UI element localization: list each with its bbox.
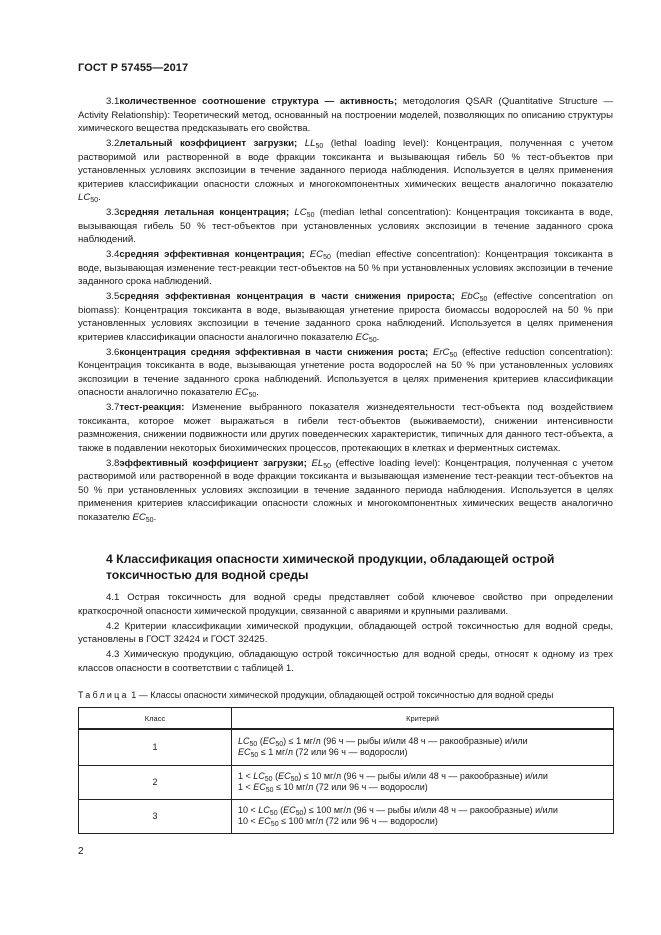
criterion-text: ≤ 10 мг/л (72 или 96 ч — водоросли) [273, 782, 428, 792]
reference-symbol [356, 332, 377, 343]
reference-symbol [78, 192, 98, 203]
criterion-prefix: 10 < [238, 804, 259, 815]
criterion-cell [232, 765, 614, 799]
ec-symbol: EC [278, 770, 291, 781]
term-symbol-subscript: 50 [323, 254, 331, 261]
definition-term: концентрация средняя эффективная в части снижения роста; [119, 346, 429, 358]
definition-text: (median effective concentration): Концентрация токсиканта в воде, вызывающая изменение тест-реакции тест-объектов на 50 % при установленных условиях экспозиции в течение заданного срока наблюдений. [78, 249, 613, 287]
lc-symbol: LC [253, 770, 265, 781]
ec-subscript: 50 [265, 787, 274, 794]
ec-subscript: 50 [290, 775, 299, 783]
paragraph-4-2: 4.2 Критерии классификации химической продукции, обладающей острой токсичностью для водной среды, установлены в ГОСТ 32424 и ГОСТ 32425. [78, 620, 613, 645]
definition-term: количественное соотношение структура — активность; [119, 96, 398, 107]
definition-3-4 [78, 248, 613, 289]
section-4-body [78, 591, 613, 677]
definition-text: Изменение выбранного показателя жизнедеятельности тест-объекта под воздействием токсиканта, которое может выражаться в гибели тест-объектов (выживаемости), снижении интенсивности размножения, снижении подвижности или других поведенческих характеристик, типичных для данного тест-объекта, а также в подавлении некоторых биохимических процессов, протекающих в клетках и ферментных системах. [78, 402, 613, 454]
definition-end: . [256, 387, 259, 398]
definitions-section [78, 95, 613, 526]
criterion-line-algae [238, 816, 607, 828]
criterion-line-fish-crustacea: $1 < LC_{50}$ $(EC_{50}) \le 10$ мг/л (96 ч — рыбы и/или 48 ч — ракообразные) и/или [238, 770, 548, 783]
lc-subscript: 50 [269, 809, 278, 817]
definition-number: 3.1 [106, 96, 120, 107]
ec-subscript: 50 [270, 821, 279, 828]
term-symbol [311, 458, 331, 469]
definition-text: (lethal loading level): Концентрация, полученная с учетом растворимой или растворенной в воде фракции токсиканта и вызывающая гибель 50 % тест-объектов при установленных условиях экспозиции в течение заданного периода наблюдения. Используется в целях применения критериев классификации опасности сложных и многокомпонентных химических веществ аналогично показателю [78, 138, 613, 190]
reference-symbol-subscript: 50 [145, 516, 154, 524]
term-symbol [305, 138, 323, 149]
page-number: 2 [78, 846, 84, 857]
definition-number: 3.6 [106, 346, 120, 358]
ec-subscript: 50 [275, 740, 284, 748]
definition-text: (effective reduction concentration): Концентрация токсиканта в воде, вызывающая угнетение роста водорослей на 50 % при установленных условиях экспозиции в течение заданного срока наблюдений. Используется в целях применения критериев классификации опасности аналогично показателю [78, 346, 613, 398]
definition-3-2 [78, 137, 613, 205]
definition-number: 3.5 [106, 291, 120, 302]
definition-term: эффективный коэффициент загрузки; [119, 457, 307, 469]
term-symbol-subscript: 50 [449, 351, 458, 359]
table-caption [78, 690, 618, 700]
definition-end: . [153, 511, 157, 523]
reference-symbol-letters: EC [355, 331, 369, 343]
definition-number: 3.8 [106, 457, 120, 469]
table-row [79, 765, 614, 799]
definition-text: (median lethal concentration): Концентрация токсиканта в воде, вызывающая гибель 50 % тест-объектов при установленных условиях экспозиции в течение заданного срока наблюдений. [78, 207, 613, 245]
reference-symbol-letters: EC [132, 511, 146, 523]
ec-symbol: EC [238, 747, 251, 758]
ec-symbol: EC [283, 804, 296, 815]
criterion-text: ≤ 100 мг/л (72 или 96 ч — водоросли) [278, 816, 438, 826]
term-symbol-subscript: 50 [479, 296, 488, 303]
section-4-heading: 4 Классификация опасности химической продукции, обладающей острой токсичностью для водной среды [106, 552, 555, 582]
term-symbol-letters: EbC [460, 291, 480, 302]
criterion-prefix: 1 < [238, 770, 254, 781]
reference-symbol-letters: LC [78, 192, 91, 203]
criterion-text: ≤ 1 мг/л (72 или 96 ч — водоросли) [258, 747, 408, 758]
definition-3-6 [78, 346, 613, 400]
column-header-class: Класс [79, 708, 232, 730]
definition-term: тест-реакция: [119, 402, 185, 413]
definition-number: 3.4 [106, 249, 120, 260]
hazard-class-cell: 2 [79, 765, 232, 799]
table-caption-label: Таблица [78, 690, 129, 700]
lc-symbol: LC [238, 735, 250, 746]
definition-3-5 [78, 290, 613, 344]
reference-symbol-subscript: 50 [368, 336, 377, 344]
term-symbol-letters: LC [294, 207, 307, 218]
ec-symbol: EC [262, 735, 276, 746]
criterion-cell [232, 799, 614, 833]
term-symbol-subscript: 50 [306, 212, 315, 219]
ec-subscript: 50 [295, 809, 304, 817]
term-symbol [433, 347, 457, 358]
ec-symbol: EC [253, 782, 266, 792]
criterion-line-fish-crustacea: $LC_{50}$ $(EC_{50}) \le 1$ мг/л (96 ч — рыбы и/или 48 ч — ракообразные) и/или [238, 735, 528, 748]
paragraph-4-3: 4.3 Химическую продукцию, обладающую острой токсичностью для водной среды, относят к одному из трех классов опасности в соответствии с таблицей 1. [78, 649, 613, 674]
term-symbol [461, 291, 487, 302]
definition-term: средняя эффективная концентрация в части снижения прироста; [119, 291, 455, 302]
definition-3-7 [78, 401, 613, 455]
reference-symbol [132, 512, 153, 523]
reference-symbol [235, 387, 256, 398]
definition-3-1 [78, 95, 613, 136]
term-symbol-subscript: 50 [323, 462, 331, 470]
criterion-prefix: 10 < [238, 816, 259, 826]
ec-symbol: EC [258, 816, 271, 826]
paragraph-4-1: 4.1 Острая токсичность для водной среды представляет собой ключевое свойство при определении краткосрочной опасности химической продукции, связанной с авариями и крупными разливами. [78, 592, 613, 617]
definition-text: (effective loading level): Концентрация, полученная с учетом растворимой или растворенной в воде фракции токсиканта и вызывающая изменение тест-реакции тест-объектов на 50 % при установленных условиях экспозиции в течение заданного периода наблюдения. Используется в целях применения критериев классификации опасности сложных и многокомпонентных химических веществ аналогично показателю [78, 457, 613, 523]
lc-symbol: LC [258, 804, 270, 815]
definition-term: летальный коэффициент загрузки; [119, 138, 298, 149]
hazard-class-cell: 1 [79, 729, 232, 765]
definition-3-8 [78, 457, 613, 525]
document-header: ГОСТ Р 57455—2017 [78, 62, 189, 74]
definition-number: 3.2 [106, 138, 120, 149]
criterion-line-algae [238, 747, 607, 759]
criterion-line-algae [238, 782, 607, 794]
term-symbol-letters: EL [311, 457, 324, 469]
criterion-line-fish-crustacea: $10 < LC_{50}$ $(EC_{50}) \le 100$ мг/л (96 ч — рыбы и/или 48 ч — ракообразные) и/или [238, 804, 558, 817]
definition-term: средняя летальная концентрация; [119, 207, 290, 218]
reference-symbol-letters: EC [235, 387, 249, 398]
definition-end: . [376, 331, 380, 343]
criterion-text: ≤ 10 мг/л (96 ч — рыбы и/или 48 ч — ракообразные) и/или [301, 770, 548, 781]
lc-subscript: 50 [264, 775, 273, 783]
table-row [79, 799, 614, 833]
table-caption-text: — Классы опасности химической продукции, обладающей острой токсичностью для водной среды [136, 690, 554, 700]
definition-3-3 [78, 206, 613, 247]
table-row [79, 729, 614, 765]
definition-end: . [98, 192, 101, 203]
reference-symbol-subscript: 50 [248, 392, 257, 399]
lc-subscript: 50 [249, 740, 258, 748]
criterion-text: ≤ 1 мг/л (96 ч — рыбы и/или 48 ч — ракообразные) и/или [286, 735, 528, 746]
definition-term: средняя эффективная концентрация; [119, 249, 305, 260]
term-symbol-letters: LL [304, 138, 316, 149]
table-header-row [79, 708, 614, 730]
criterion-text: ≤ 100 мг/л (96 ч — рыбы и/или 48 ч — ракообразные) и/или [306, 804, 558, 815]
ec-subscript: 50 [250, 752, 259, 760]
hazard-class-table [78, 707, 614, 834]
table-caption-number: 1 [131, 690, 137, 700]
term-symbol-subscript: 50 [315, 143, 324, 150]
criterion-prefix: 1 < [238, 782, 254, 792]
term-symbol-letters: EC [309, 249, 324, 260]
reference-symbol-subscript: 50 [90, 197, 99, 204]
definition-number: 3.3 [106, 207, 120, 218]
definition-number: 3.7 [106, 402, 120, 413]
hazard-class-cell: 3 [79, 799, 232, 833]
column-header-criterion: Критерий [232, 708, 614, 730]
term-symbol [294, 207, 314, 218]
definition-text: методология QSAR (Quantitative Structure — Activity Relationship): Теоретический метод, основанный на построении моделей, позволяющих по описанию структуры химического вещества предсказывать его свойства. [78, 96, 614, 134]
term-symbol-letters: ErC [432, 346, 450, 358]
definition-text: (effective concentration on biomass): Концентрация токсиканта в воде, вызывающая угнетение прироста биомассы водорослей на 50 % при установленных условиях экспозиции в течение заданного срока наблюдений. Используется в целях применения критериев классификации опасности аналогично показателю [78, 291, 613, 343]
term-symbol [310, 249, 331, 260]
criterion-cell [232, 729, 614, 765]
